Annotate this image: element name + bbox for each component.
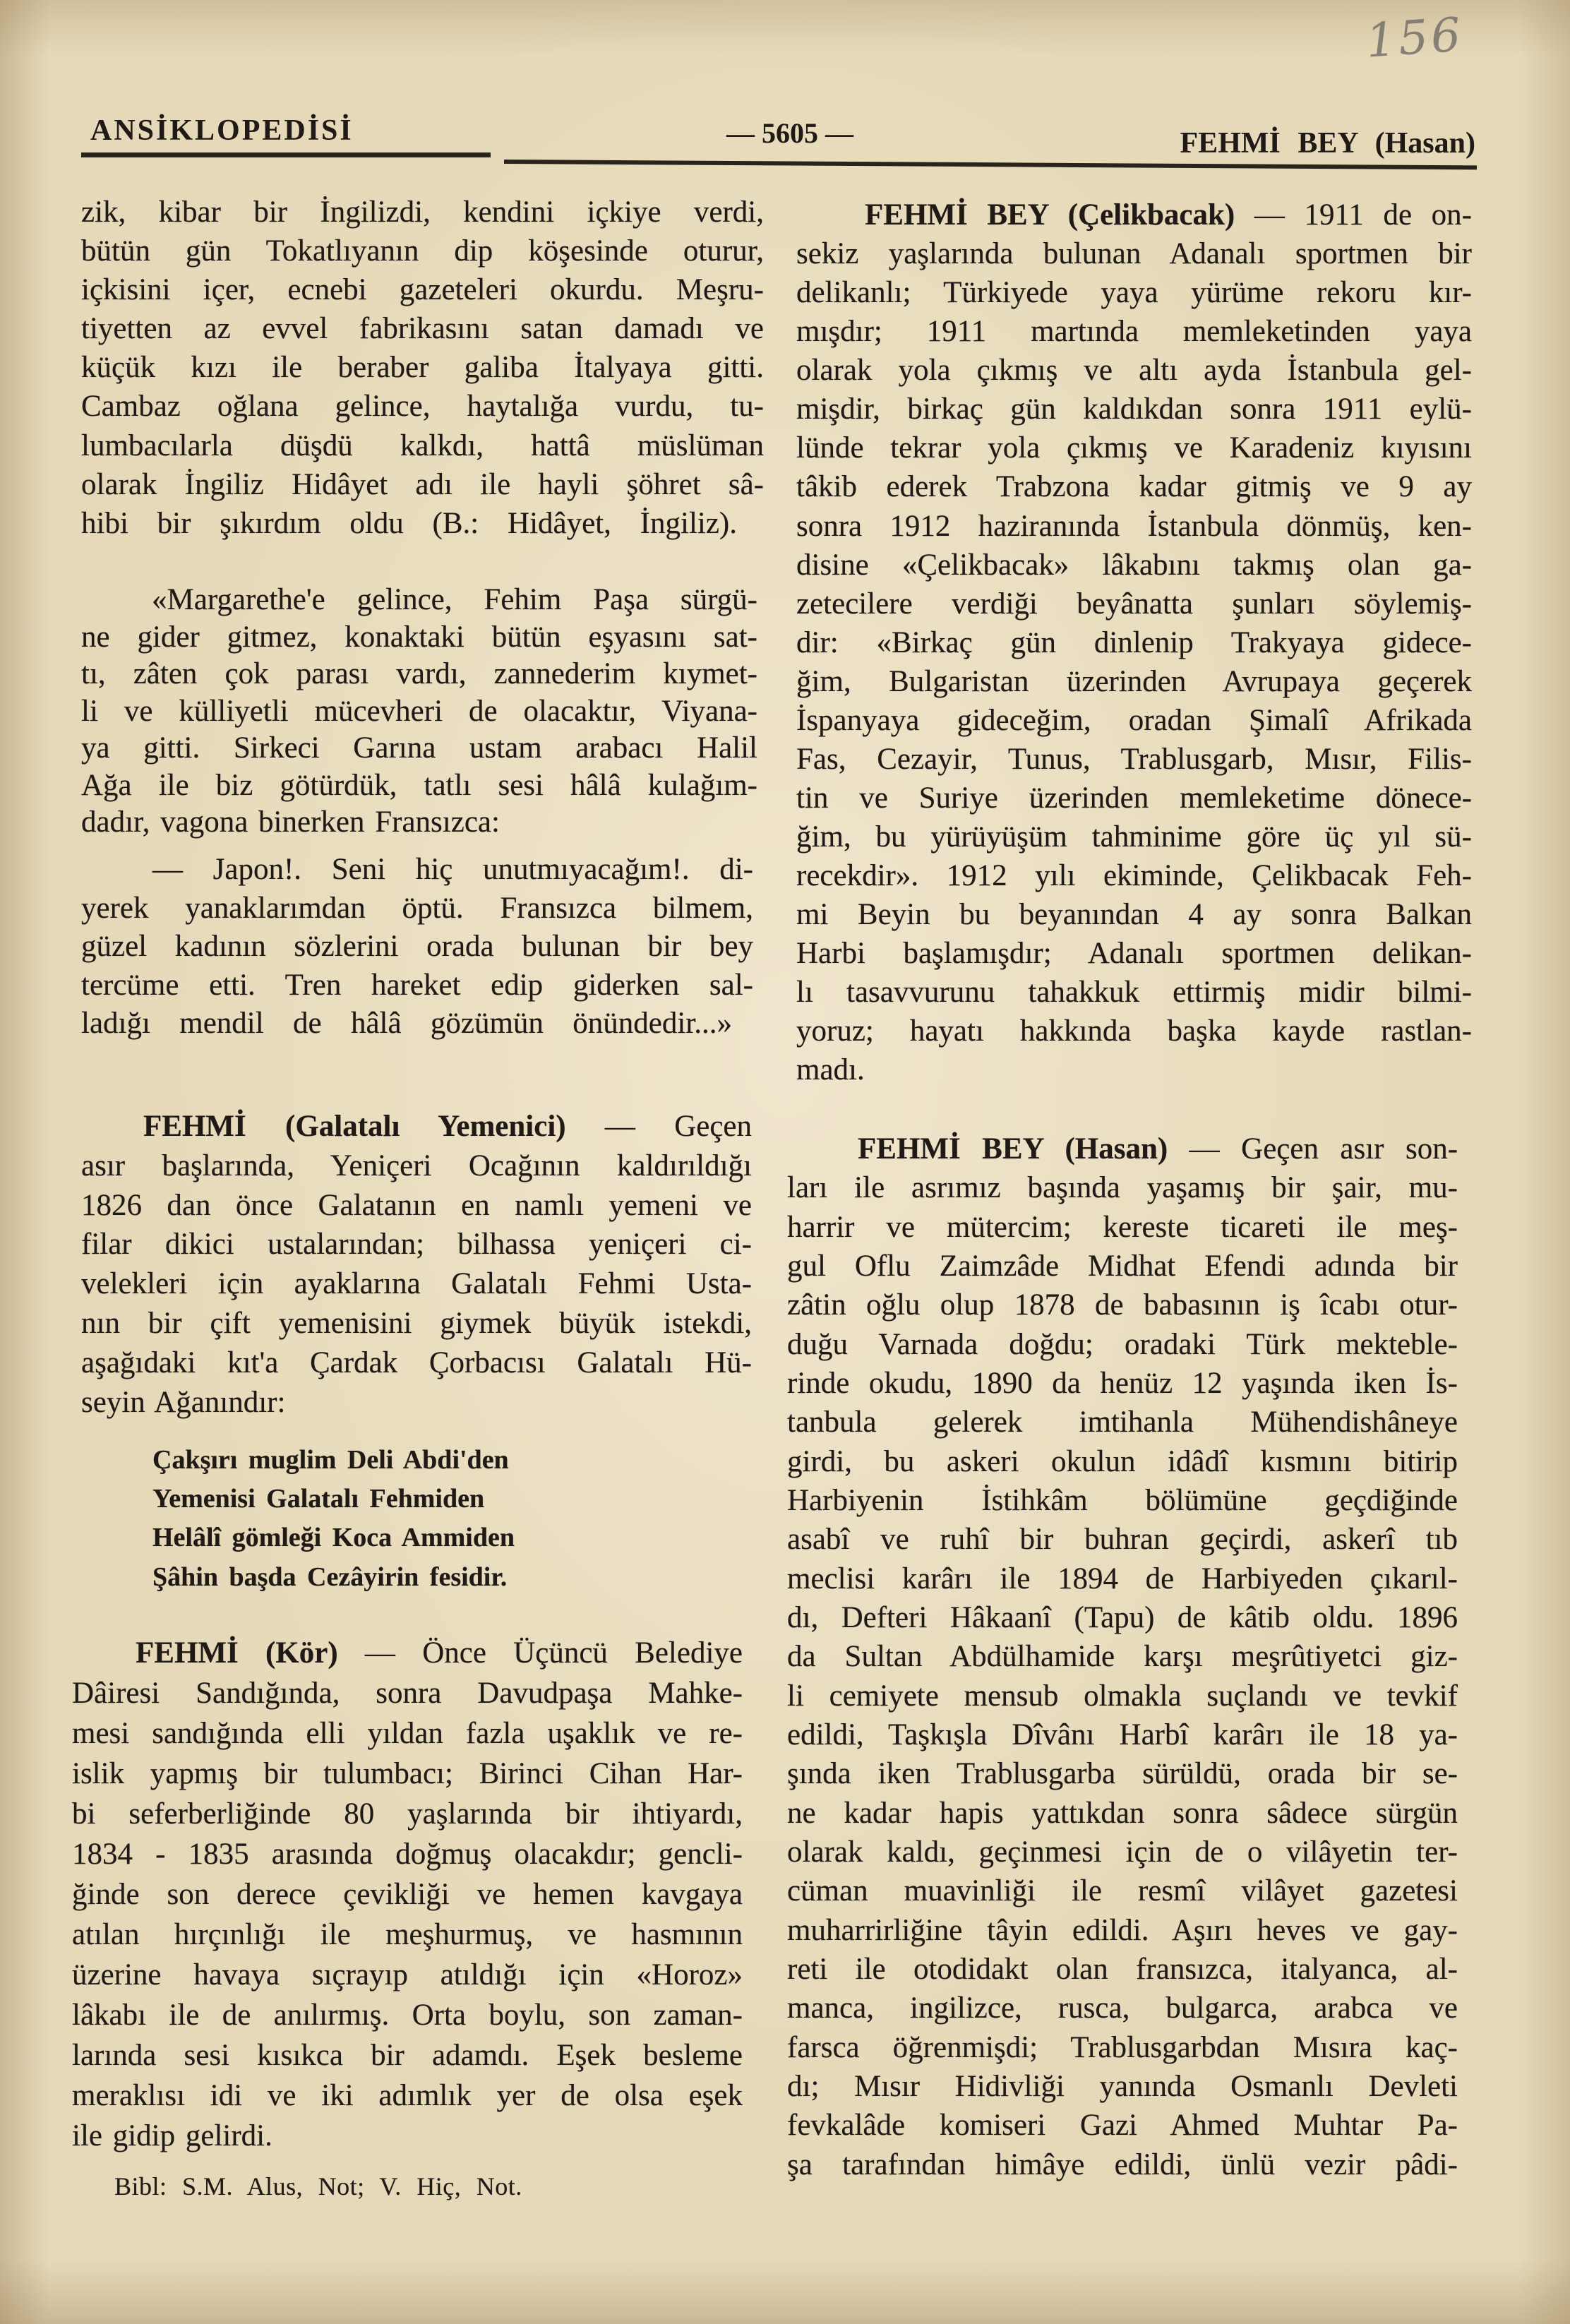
paragraph-margarethe — [81, 582, 757, 841]
verse-quatrain — [152, 1441, 689, 1597]
text-line-start: — 1911 de on- — [1254, 198, 1472, 232]
text-line: Cambaz oğlana gelince, haytalığa vurdu, tu- — [81, 390, 764, 424]
text-line: farsca öğrenmişdi; Trablusgarbdan Mısıra kaç- — [787, 2030, 1458, 2064]
text-line: madı. — [796, 1053, 865, 1087]
text-line: dı, Defteri Hâkaanî (Tapu) de kâtib oldu. 1896 — [787, 1600, 1458, 1634]
entry-heading: FEHMİ (Kör) — [136, 1636, 338, 1670]
running-head-entry: FEHMİ BEY (Hasan) — [1180, 127, 1475, 160]
header-rule-right — [504, 160, 1477, 169]
text-line: lı tasavvurunu tahakkuk ettirmiş midir bilmi- — [796, 976, 1472, 1010]
text-line: lünde tekrar yola çıkmış ve Karadeniz kıyısını — [796, 431, 1472, 465]
text-line: tiyetten az evvel fabrikasını satan damadı ve — [81, 312, 764, 346]
text-line: tanbula gelerek imtihanla Mühendishâneye — [787, 1406, 1458, 1439]
text-line: şında iken Trablusgarba sürüldü, orada bir se- — [787, 1757, 1458, 1791]
entry-first-line — [865, 196, 1472, 234]
text-line: ları ile asrımız başında yaşamış bir şair, mu- — [787, 1171, 1458, 1205]
text-line: Harbi başlamışdır; Adanalı sportmen delikan- — [796, 937, 1472, 971]
text-line: Dâiresi Sandığında, sonra Davudpaşa Mahke- — [72, 1677, 743, 1710]
text-line: 1826 dan önce Galatanın en namlı yemeni ve — [81, 1188, 752, 1222]
text-line: sonra 1912 haziranında İstanbula dönmüş, ken- — [796, 509, 1472, 543]
text-line: lâkabı ile de anılırmış. Orta boylu, son zaman- — [72, 1999, 743, 2032]
text-line: küçük kızı ile beraber galiba İtalyaya gitti. — [81, 351, 764, 385]
entry-first-line — [858, 1130, 1458, 1168]
entry-fehmi-galatali-yemenici — [81, 1107, 752, 1422]
text-line: muharrirliğine tâyin edildi. Aşırı heves ve gay- — [787, 1913, 1458, 1947]
paragraph-continuation — [81, 193, 764, 543]
text-line: da Sultan Abdülhamide karşı meşrûtiyetci giz- — [787, 1640, 1458, 1674]
text-line: mişdir, birkaç gün kaldıkdan sonra 1911 eylü- — [796, 393, 1472, 426]
text-line: yoruz; hayatı hakkında başka kayde rastlan- — [796, 1014, 1472, 1048]
text-line: mi Beyin bu beyanından 4 ay sonra Balkan — [796, 898, 1472, 932]
text-line: seyin Ağanındır: — [81, 1385, 286, 1419]
text-line: güzel kadının sözlerini orada bulunan bir bey — [81, 930, 753, 964]
text-line: ğim, Bulgaristan üzerinden Avrupaya geçerek — [796, 664, 1472, 698]
page-number: — 5605 — — [726, 117, 853, 149]
text-line: sekiz yaşlarında bulunan Adanalı sportmen bir — [796, 237, 1472, 271]
text-line: girdi, bu askeri okulun idâdî kısmını bitirip — [787, 1444, 1458, 1478]
text-line: disine «Çelikbacak» lâkabını takmış olan ga- — [796, 548, 1472, 582]
entry-heading: FEHMİ BEY (Çelikbacak) — [865, 198, 1235, 232]
text-line: zik, kibar bir İngilizdi, kendini içkiye verdi, — [81, 196, 764, 229]
text-line: 1834 - 1835 arasında doğmuş olacakdır; gencli- — [72, 1838, 743, 1871]
text-line: üzerine havaya sıçrayıp atıldığı için «Horoz» — [72, 1958, 743, 1991]
entry-heading: FEHMİ BEY (Hasan) — [858, 1132, 1168, 1166]
text-line: manca, ingilizce, rusca, bulgarca, arabca ve — [787, 1991, 1458, 2025]
text-line: Fas, Cezayir, Tunus, Trablusgarb, Mısır, Filis- — [796, 742, 1472, 776]
text-line: delikanlı; Türkiyede yaya yürüme rekoru kır- — [796, 276, 1472, 310]
entry-fehmi-kor — [72, 1633, 743, 2156]
text-line: olarak kaldı, geçinmesi için de o vilâyetin ter- — [787, 1835, 1458, 1869]
text-line: fevkalâde komiseri Gazi Ahmed Muhtar Pa- — [787, 2109, 1458, 2143]
verse-line: Helâlî gömleği Koca Ammiden — [152, 1523, 515, 1553]
paragraph-japon — [81, 851, 753, 1043]
text-line: larında sesi kısıkca bir adamdı. Eşek besleme — [72, 2039, 743, 2072]
text-line: dir: «Birkaç gün dinlenip Trakyaya gidece- — [796, 625, 1472, 659]
text-line: velekleri için ayaklarına Galatalı Fehmi Usta- — [81, 1267, 752, 1301]
text-line: nın bir çift yemenisini giymek büyük istekdi, — [81, 1306, 752, 1340]
text-line: islik yapmış bir tulumbacı; Birinci Cihan Har- — [72, 1757, 743, 1790]
text-line: tı, zâten çok parası vardı, zannederim kıymet- — [81, 657, 757, 690]
text-line: harrir ve mütercim; kereste ticareti ile meş- — [787, 1210, 1458, 1244]
text-line: tâkib ederek Trabzona kadar gitmiş ve 9 ay — [796, 470, 1472, 504]
text-line: recekdir». 1912 yılı ekiminde, Çelikbacak Feh- — [796, 859, 1472, 893]
text-line: dı; Mısır Hidivliği yanında Osmanlı Devleti — [787, 2069, 1458, 2103]
text-line-start: — Geçen — [604, 1110, 753, 1143]
text-line: tercüme etti. Tren hareket edip giderken sal- — [81, 968, 753, 1002]
text-line: tin ve Suriye üzerinden memleketime dönece- — [796, 781, 1472, 815]
text-line: yerek yanaklarımdan öptü. Fransızca bilmem, — [81, 891, 753, 925]
text-line: meraklısı idi ve iki adımlık yer de olsa eşek — [72, 2079, 743, 2112]
text-line: meclisi karârı ile 1894 de Harbiyeden çıkarıl- — [787, 1562, 1458, 1595]
header-rule-left — [81, 152, 491, 157]
text-line: «Margarethe'e gelince, Fehim Paşa sürgü- — [152, 583, 757, 616]
text-line: gul Oflu Zaimzâde Midhat Efendi adında bir — [787, 1249, 1458, 1283]
text-line: içkisini içer, ecnebi gazeteleri okurdu. Meşru- — [81, 273, 764, 307]
text-line: — Japon!. Seni hiç unutmıyacağım!. di- — [152, 853, 753, 886]
text-line: reti ile otodidakt olan fransızca, italyanca, al- — [787, 1952, 1458, 1986]
text-line-start: — Önce Üçüncü Belediye — [364, 1636, 743, 1670]
verse-line: Yemenisi Galatalı Fehmiden — [152, 1484, 485, 1514]
text-line: ğim, bu yürüyüşüm tahminime göre üç yıl sü- — [796, 820, 1472, 853]
text-line: atılan hırçınlığı ile meşhurmuş, ve hasmının — [72, 1918, 743, 1951]
text-line: asır başlarında, Yeniçeri Ocağının kaldırıldığı — [81, 1149, 752, 1182]
text-line: ladığı mendil de hâlâ gözümün önündedir...» — [81, 1007, 732, 1041]
text-line: dadır, vagona binerken Fransızca: — [81, 805, 500, 839]
text-line-start: — Geçen asır son- — [1189, 1132, 1458, 1166]
text-line: duğu Varnada doğdu; oradaki Türk mekteble- — [787, 1327, 1458, 1361]
text-line: İspanyaya gideceğim, oradan Şimalî Afrikada — [796, 703, 1472, 737]
text-line: mesi sandığında elli yıldan fazla uşaklık ve re- — [72, 1717, 743, 1750]
text-line: ne kadar hapis yattıkdan sonra sâdece sürgün — [787, 1796, 1458, 1830]
text-line: Ağa ile biz götürdük, tatlı sesi hâlâ kulağım- — [81, 768, 757, 802]
handwritten-page-number: 156 — [1364, 7, 1466, 68]
verse-line: Şâhin başda Cezâyirin fesidir. — [152, 1562, 508, 1592]
text-line: bi seferberliğinde 80 yaşlarında bir ihtiyardı, — [72, 1797, 743, 1831]
entry-first-line — [143, 1107, 752, 1146]
text-line: cüman muavinliği ile resmî vilâyet gazetesi — [787, 1874, 1458, 1908]
text-line: li ve külliyetli mücevheri de olacaktır, Viyana- — [81, 694, 757, 728]
entry-first-line — [136, 1633, 743, 1673]
text-line: ya gitti. Sirkeci Garına ustam arabacı Halil — [81, 731, 757, 765]
text-line: edildi, Taşkışla Dîvânı Harbî karârı ile 18 ya- — [787, 1718, 1458, 1751]
running-title: ANSİKLOPEDİSİ — [90, 114, 354, 147]
entry-fehmi-bey-hasan — [787, 1130, 1458, 2184]
text-line: mışdır; 1911 martında memleketinden yaya — [796, 315, 1472, 349]
verse-line: Çakşırı muglim Deli Abdi'den — [152, 1445, 509, 1475]
text-line: Harbiyenin İstihkâm bölümüne geçdiğinde — [787, 1483, 1458, 1517]
text-line: ile gidip gelirdi. — [72, 2119, 272, 2152]
text-line: olarak yola çıkmış ve altı ayda İstanbula gel- — [796, 354, 1472, 388]
text-line: asabî ve ruhî bir buhran geçirdi, askerî tıb — [787, 1523, 1458, 1557]
bibliography: Bibl: S.M. Alus, Not; V. Hiç, Not. — [114, 2172, 522, 2200]
text-line: zâtin oğlu olup 1878 de babasının iş îcabı otur- — [787, 1288, 1458, 1322]
text-line: rinde okudu, 1890 da henüz 12 yaşında iken İs- — [787, 1366, 1458, 1400]
text-line: ne gider gitmez, konaktaki bütün eşyasını sat- — [81, 620, 757, 654]
text-line: zetecilere verdiği beyânatta şunları söylemiş- — [796, 587, 1472, 621]
text-line: lumbacılarla düşdü kalkdı, hattâ müslüman — [81, 429, 764, 462]
text-line: şa tarafından himâye edildi, ünlü vezir pâdi- — [787, 2148, 1458, 2181]
text-line: olarak İngiliz Hidâyet adı ile hayli şöhret sâ- — [81, 467, 764, 501]
text-line: hibi bir şıkırdım oldu (B.: Hidâyet, İngiliz). — [81, 506, 737, 540]
text-line: filar dikici ustalarından; bilhassa yeniçeri ci- — [81, 1228, 752, 1262]
text-line: ğinde son derece çevikliği ve hemen kavgaya — [72, 1878, 743, 1911]
entry-fehmi-bey-celikbacak — [796, 196, 1472, 1089]
text-line: bütün gün Tokatlıyanın dip köşesinde oturur, — [81, 234, 764, 268]
entry-heading: FEHMİ (Galatalı Yemenici) — [143, 1110, 566, 1143]
text-line: li cemiyete mensub olmakla suçlandı ve tevkif — [787, 1679, 1458, 1713]
text-line: aşağıdaki kıt'a Çardak Çorbacısı Galatalı Hü- — [81, 1346, 752, 1379]
